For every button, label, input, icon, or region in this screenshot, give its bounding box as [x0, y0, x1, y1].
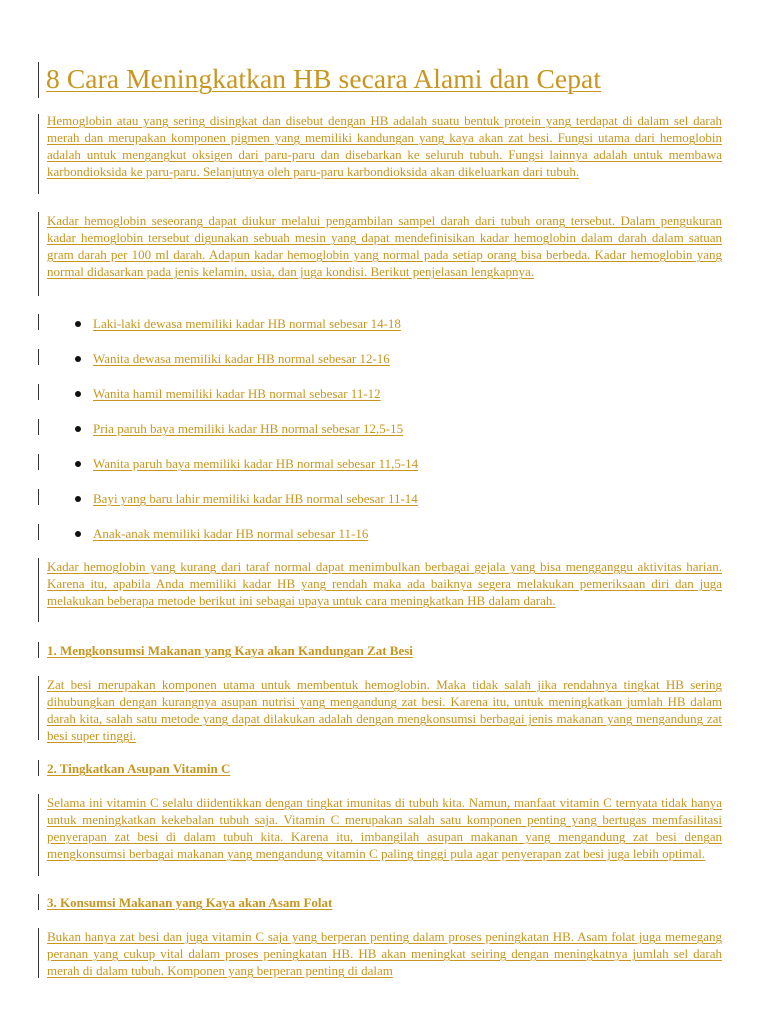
list-item: [0, 350, 768, 370]
list-item: [0, 455, 768, 475]
bullet-icon: [75, 426, 81, 432]
heading-marker-bar: [38, 642, 39, 658]
paragraph-marker-bar: [38, 212, 39, 296]
list-item-link[interactable]: Wanita dewasa memiliki kadar HB normal sebesar 12-16: [93, 351, 390, 366]
article-title-link[interactable]: 8 Cara Meningkatkan HB secara Alami dan Cepat: [46, 63, 602, 94]
section-paragraph-link[interactable]: Selama ini vitamin C selalu diidentikkan dengan tingkat imunitas di tubuh kita. Namun, manfaat vitamin C ternyata tidak hanya untuk meningkatkan kekebalan tubuh saja. Vitamin C merupakan salah satu komponen penting yang bertugas memfasilitasi penyerapan zat besi di dalam tubuh kita. Karena itu, imbangilah asupan makanan yang mengandung zat besi dengan mengkonsumsi berbagai makanan yang mengandung vitamin C paling tinggi pula agar penyerapan zat besi juga lebih optimal.: [47, 795, 722, 861]
list-item: [0, 420, 768, 440]
list-item-link[interactable]: Laki-laki dewasa memiliki kadar HB normal sebesar 14-18: [93, 316, 401, 331]
paragraph-marker-bar: [38, 558, 39, 622]
heading-marker-bar: [38, 894, 39, 910]
section-heading-link[interactable]: 3. Konsumsi Makanan yang Kaya akan Asam Folat: [47, 895, 333, 910]
section-heading-link[interactable]: 1. Mengkonsumsi Makanan yang Kaya akan Kandungan Zat Besi: [47, 643, 413, 658]
section-paragraph-link[interactable]: Zat besi merupakan komponen utama untuk membentuk hemoglobin. Maka tidak salah jika rendahnya tingkat HB sering dihubungkan dengan kurangnya asupan nutrisi yang mengandung zat besi. Karena itu, untuk meningkatkan jumlah HB dalam darah kita, salah satu metode yang dapat dilakukan adalah dengan mengkonsumsi berbagai jenis makanan yang mengandung zat besi super tinggi.: [47, 677, 722, 743]
list-item-link[interactable]: Wanita paruh baya memiliki kadar HB normal sebesar 11,5-14: [93, 456, 419, 471]
bullet-icon: [75, 496, 81, 502]
paragraph-marker-bar: [38, 928, 39, 978]
paragraph-marker-bar: [38, 794, 39, 876]
list-item: [0, 315, 768, 335]
intro-paragraph-link[interactable]: Hemoglobin atau yang sering disingkat dan disebut dengan HB adalah suatu bentuk protein yang terdapat di dalam sel darah merah dan merupakan komponen pigmen yang memiliki kandungan yang kaya akan zat besi. Fungsi utama dari hemoglobin adalah untuk mengangkut oksigen dari paru-paru dan disebarkan ke seluruh tubuh. Fungsi lainnya adalah untuk membawa karbondioksida ke paru-paru. Selanjutnya oleh paru-paru karbondioksida akan dikeluarkan dari tubuh.: [47, 113, 722, 179]
paragraph-marker-bar: [38, 676, 39, 740]
after-list-paragraph-link[interactable]: Kadar hemoglobin yang kurang dari taraf normal dapat menimbulkan berbagai gejala yang bisa mengganggu aktivitas harian. Karena itu, apabila Anda memiliki kadar HB yang rendah maka ada baiknya segera melakukan pemeriksaan diri dan juga melakukan beberapa metode berikut ini sebagai upaya untuk cara meningkatkan HB dalam darah.: [47, 559, 722, 608]
list-item: [0, 385, 768, 405]
section-heading-link[interactable]: 2. Tingkatkan Asupan Vitamin C: [47, 761, 231, 776]
bullet-icon: [75, 321, 81, 327]
section-paragraph-link[interactable]: Bukan hanya zat besi dan juga vitamin C saja yang berperan penting dalam proses peningkatan HB. Asam folat juga memegang peranan yang cukup vital dalam proses peningkatan HB. HB akan meningkat seiring dengan meningkatnya jumlah sel darah merah di dalam tubuh. Komponen yang berperan penting di dalam: [47, 929, 722, 978]
intro-paragraph-link[interactable]: Kadar hemoglobin seseorang dapat diukur melalui pengambilan sampel darah dari tubuh orang tersebut. Dalam pengukuran kadar hemoglobin tersebut digunakan sebuah mesin yang dapat mendefinisikan kadar hemoglobin dalam darah dalam satuan gram darah per 100 ml darah. Adapun kadar hemoglobin yang normal pada setiap orang bisa berbeda. Kadar hemoglobin yang normal didasarkan pada jenis kelamin, usia, dan juga kondisi. Berikut penjelasan lengkapnya.: [47, 213, 722, 279]
list-item: [0, 525, 768, 545]
bullet-icon: [75, 391, 81, 397]
list-item: [0, 490, 768, 510]
bullet-icon: [75, 356, 81, 362]
paragraph-marker-bar: [38, 114, 39, 194]
title-marker-bar: [38, 62, 39, 98]
bullet-icon: [75, 531, 81, 537]
heading-marker-bar: [38, 760, 39, 776]
list-item-link[interactable]: Anak-anak memiliki kadar HB normal sebesar 11-16: [93, 526, 369, 541]
bullet-icon: [75, 461, 81, 467]
list-item-link[interactable]: Bayi yang baru lahir memiliki kadar HB normal sebesar 11-14: [93, 491, 418, 506]
list-item-link[interactable]: Pria paruh baya memiliki kadar HB normal sebesar 12,5-15: [93, 421, 404, 436]
list-item-link[interactable]: Wanita hamil memiliki kadar HB normal sebesar 11-12: [93, 386, 381, 401]
